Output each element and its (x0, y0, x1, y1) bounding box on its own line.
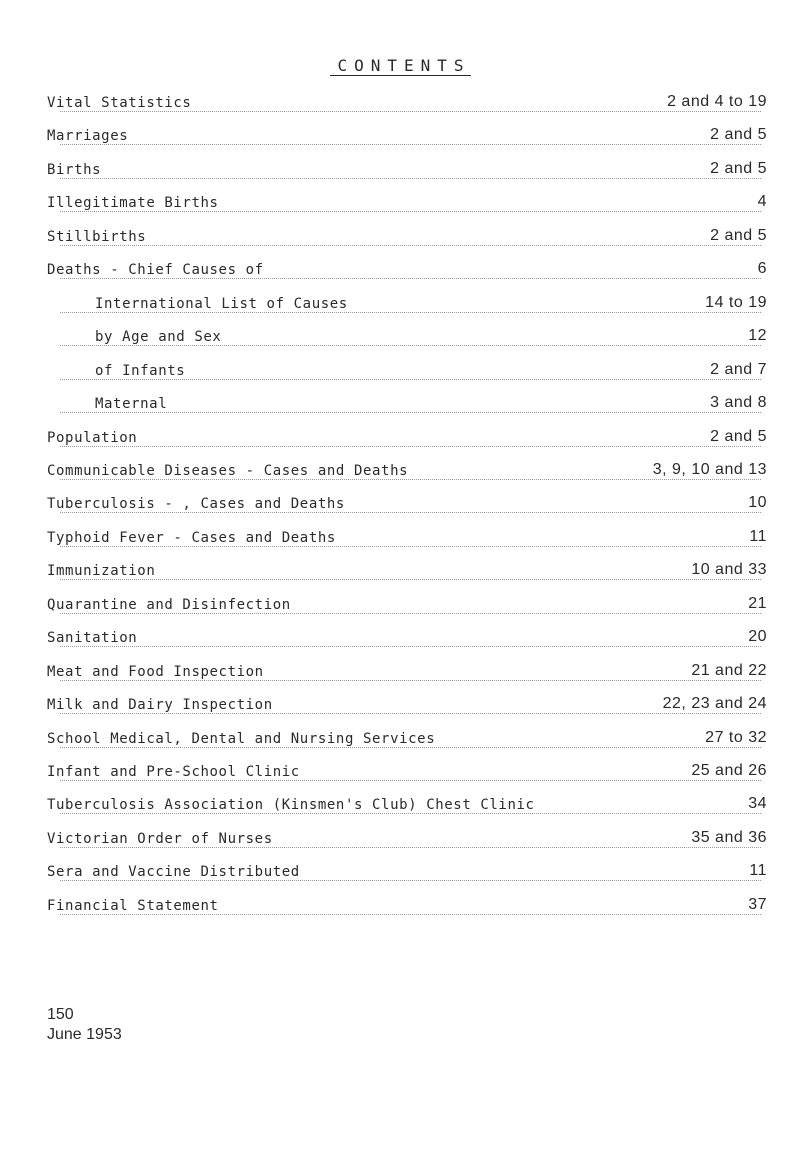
dot-leader (60, 512, 761, 513)
toc-entry (0, 526, 801, 556)
toc-entry (0, 158, 801, 188)
toc-entry-pages: 37 (742, 896, 767, 914)
toc-entry (0, 124, 801, 154)
toc-entry (0, 693, 801, 723)
toc-entry (0, 660, 801, 690)
toc-entry-label: Sanitation (47, 630, 143, 646)
dot-leader (60, 813, 761, 814)
dot-leader (60, 412, 761, 413)
toc-entry-label: Tuberculosis - , Cases and Deaths (47, 496, 351, 512)
toc-entry (0, 593, 801, 623)
dot-leader (60, 546, 761, 547)
dot-leader (60, 579, 761, 580)
toc-entry-label: Stillbirths (47, 229, 152, 245)
footer-date: June 1953 (47, 1026, 122, 1043)
dot-leader (60, 780, 761, 781)
toc-entry-pages: 10 (742, 494, 767, 512)
toc-entry-pages: 11 (743, 862, 767, 880)
toc-entry-pages: 3, 9, 10 and 13 (647, 461, 767, 479)
toc-entry-pages: 2 and 5 (704, 227, 767, 245)
toc-entry-pages: 3 and 8 (704, 394, 767, 412)
toc-entry-pages: 14 to 19 (699, 294, 767, 312)
toc-entry-pages: 21 and 22 (685, 662, 767, 680)
toc-entry (0, 292, 801, 322)
dot-leader (60, 446, 761, 447)
toc-entry-label: Sera and Vaccine Distributed (47, 864, 306, 880)
toc-entry-label: Vital Statistics (47, 95, 197, 111)
toc-entry (0, 559, 801, 589)
toc-entry-label: of Infants (95, 363, 191, 379)
toc-entry-pages: 2 and 4 to 19 (661, 93, 767, 111)
toc-entry-label: Tuberculosis Association (Kinsmen's Club) Chest Clinic (47, 797, 541, 813)
toc-entry-pages: 2 and 5 (704, 160, 767, 178)
dot-leader (60, 245, 761, 246)
dot-leader (60, 345, 761, 346)
toc-entry-pages: 4 (752, 193, 767, 211)
toc-entry-pages: 2 and 5 (704, 126, 767, 144)
toc-entry-label: Quarantine and Disinfection (47, 597, 297, 613)
toc-entry-pages: 11 (743, 528, 767, 546)
toc-entry (0, 191, 801, 221)
dot-leader (60, 847, 761, 848)
toc-entry-pages: 20 (742, 628, 767, 646)
toc-entry-label: Immunization (47, 563, 161, 579)
toc-entry-pages: 34 (742, 795, 767, 813)
toc-entry-label: International List of Causes (95, 296, 354, 312)
dot-leader (60, 880, 761, 881)
toc-entry (0, 392, 801, 422)
toc-entry-pages: 2 and 7 (704, 361, 767, 379)
toc-entry-label: Meat and Food Inspection (47, 664, 270, 680)
toc-entry (0, 894, 801, 924)
toc-entry-label: Victorian Order of Nurses (47, 831, 279, 847)
toc-entry-pages: 25 and 26 (685, 762, 767, 780)
dot-leader (60, 747, 761, 748)
toc-entry (0, 258, 801, 288)
toc-entry-label: Illegitimate Births (47, 195, 225, 211)
toc-entry-pages: 2 and 5 (704, 428, 767, 446)
dot-leader (60, 211, 761, 212)
toc-entry (0, 91, 801, 121)
toc-entry-pages: 27 to 32 (699, 729, 767, 747)
dot-leader (60, 144, 761, 145)
toc-entry (0, 459, 801, 489)
toc-entry (0, 793, 801, 823)
toc-entry-label: Milk and Dairy Inspection (47, 697, 279, 713)
toc-entry (0, 359, 801, 389)
dot-leader (60, 613, 761, 614)
dot-leader (60, 312, 761, 313)
footer (47, 1005, 122, 1045)
dot-leader (60, 914, 761, 915)
toc-entry (0, 860, 801, 890)
toc-entry-pages: 10 and 33 (685, 561, 767, 579)
toc-entry-pages: 12 (742, 327, 767, 345)
toc-entry-label: School Medical, Dental and Nursing Services (47, 731, 441, 747)
dot-leader (60, 713, 761, 714)
toc-entry-label: Births (47, 162, 107, 178)
toc-entry-pages: 22, 23 and 24 (657, 695, 767, 713)
dot-leader (60, 680, 761, 681)
footer-number: 150 (47, 1006, 74, 1023)
toc-entry-label: Infant and Pre-School Clinic (47, 764, 306, 780)
toc-entry-label: Financial Statement (47, 898, 225, 914)
toc-entry-label: by Age and Sex (95, 329, 227, 345)
toc-entry-pages: 35 and 36 (685, 829, 767, 847)
toc-entry-label: Maternal (95, 396, 173, 412)
toc-entry (0, 626, 801, 656)
page-title: CONTENTS (0, 56, 801, 76)
toc-entry-label: Marriages (47, 128, 134, 144)
toc-entry-pages: 21 (742, 595, 767, 613)
toc-entry (0, 225, 801, 255)
toc-entry-label: Communicable Diseases - Cases and Deaths (47, 463, 414, 479)
dot-leader (60, 479, 761, 480)
toc-entry-label: Typhoid Fever - Cases and Deaths (47, 530, 342, 546)
dot-leader (60, 278, 761, 279)
toc-entry-pages: 6 (752, 260, 767, 278)
dot-leader (60, 379, 761, 380)
toc-entry-label: Deaths - Chief Causes of (47, 262, 270, 278)
toc-entry (0, 426, 801, 456)
toc-entry (0, 492, 801, 522)
dot-leader (60, 111, 761, 112)
dot-leader (60, 646, 761, 647)
toc-entry (0, 827, 801, 857)
toc-entry (0, 727, 801, 757)
toc-entry (0, 325, 801, 355)
toc-entry (0, 760, 801, 790)
dot-leader (60, 178, 761, 179)
toc-entry-label: Population (47, 430, 143, 446)
